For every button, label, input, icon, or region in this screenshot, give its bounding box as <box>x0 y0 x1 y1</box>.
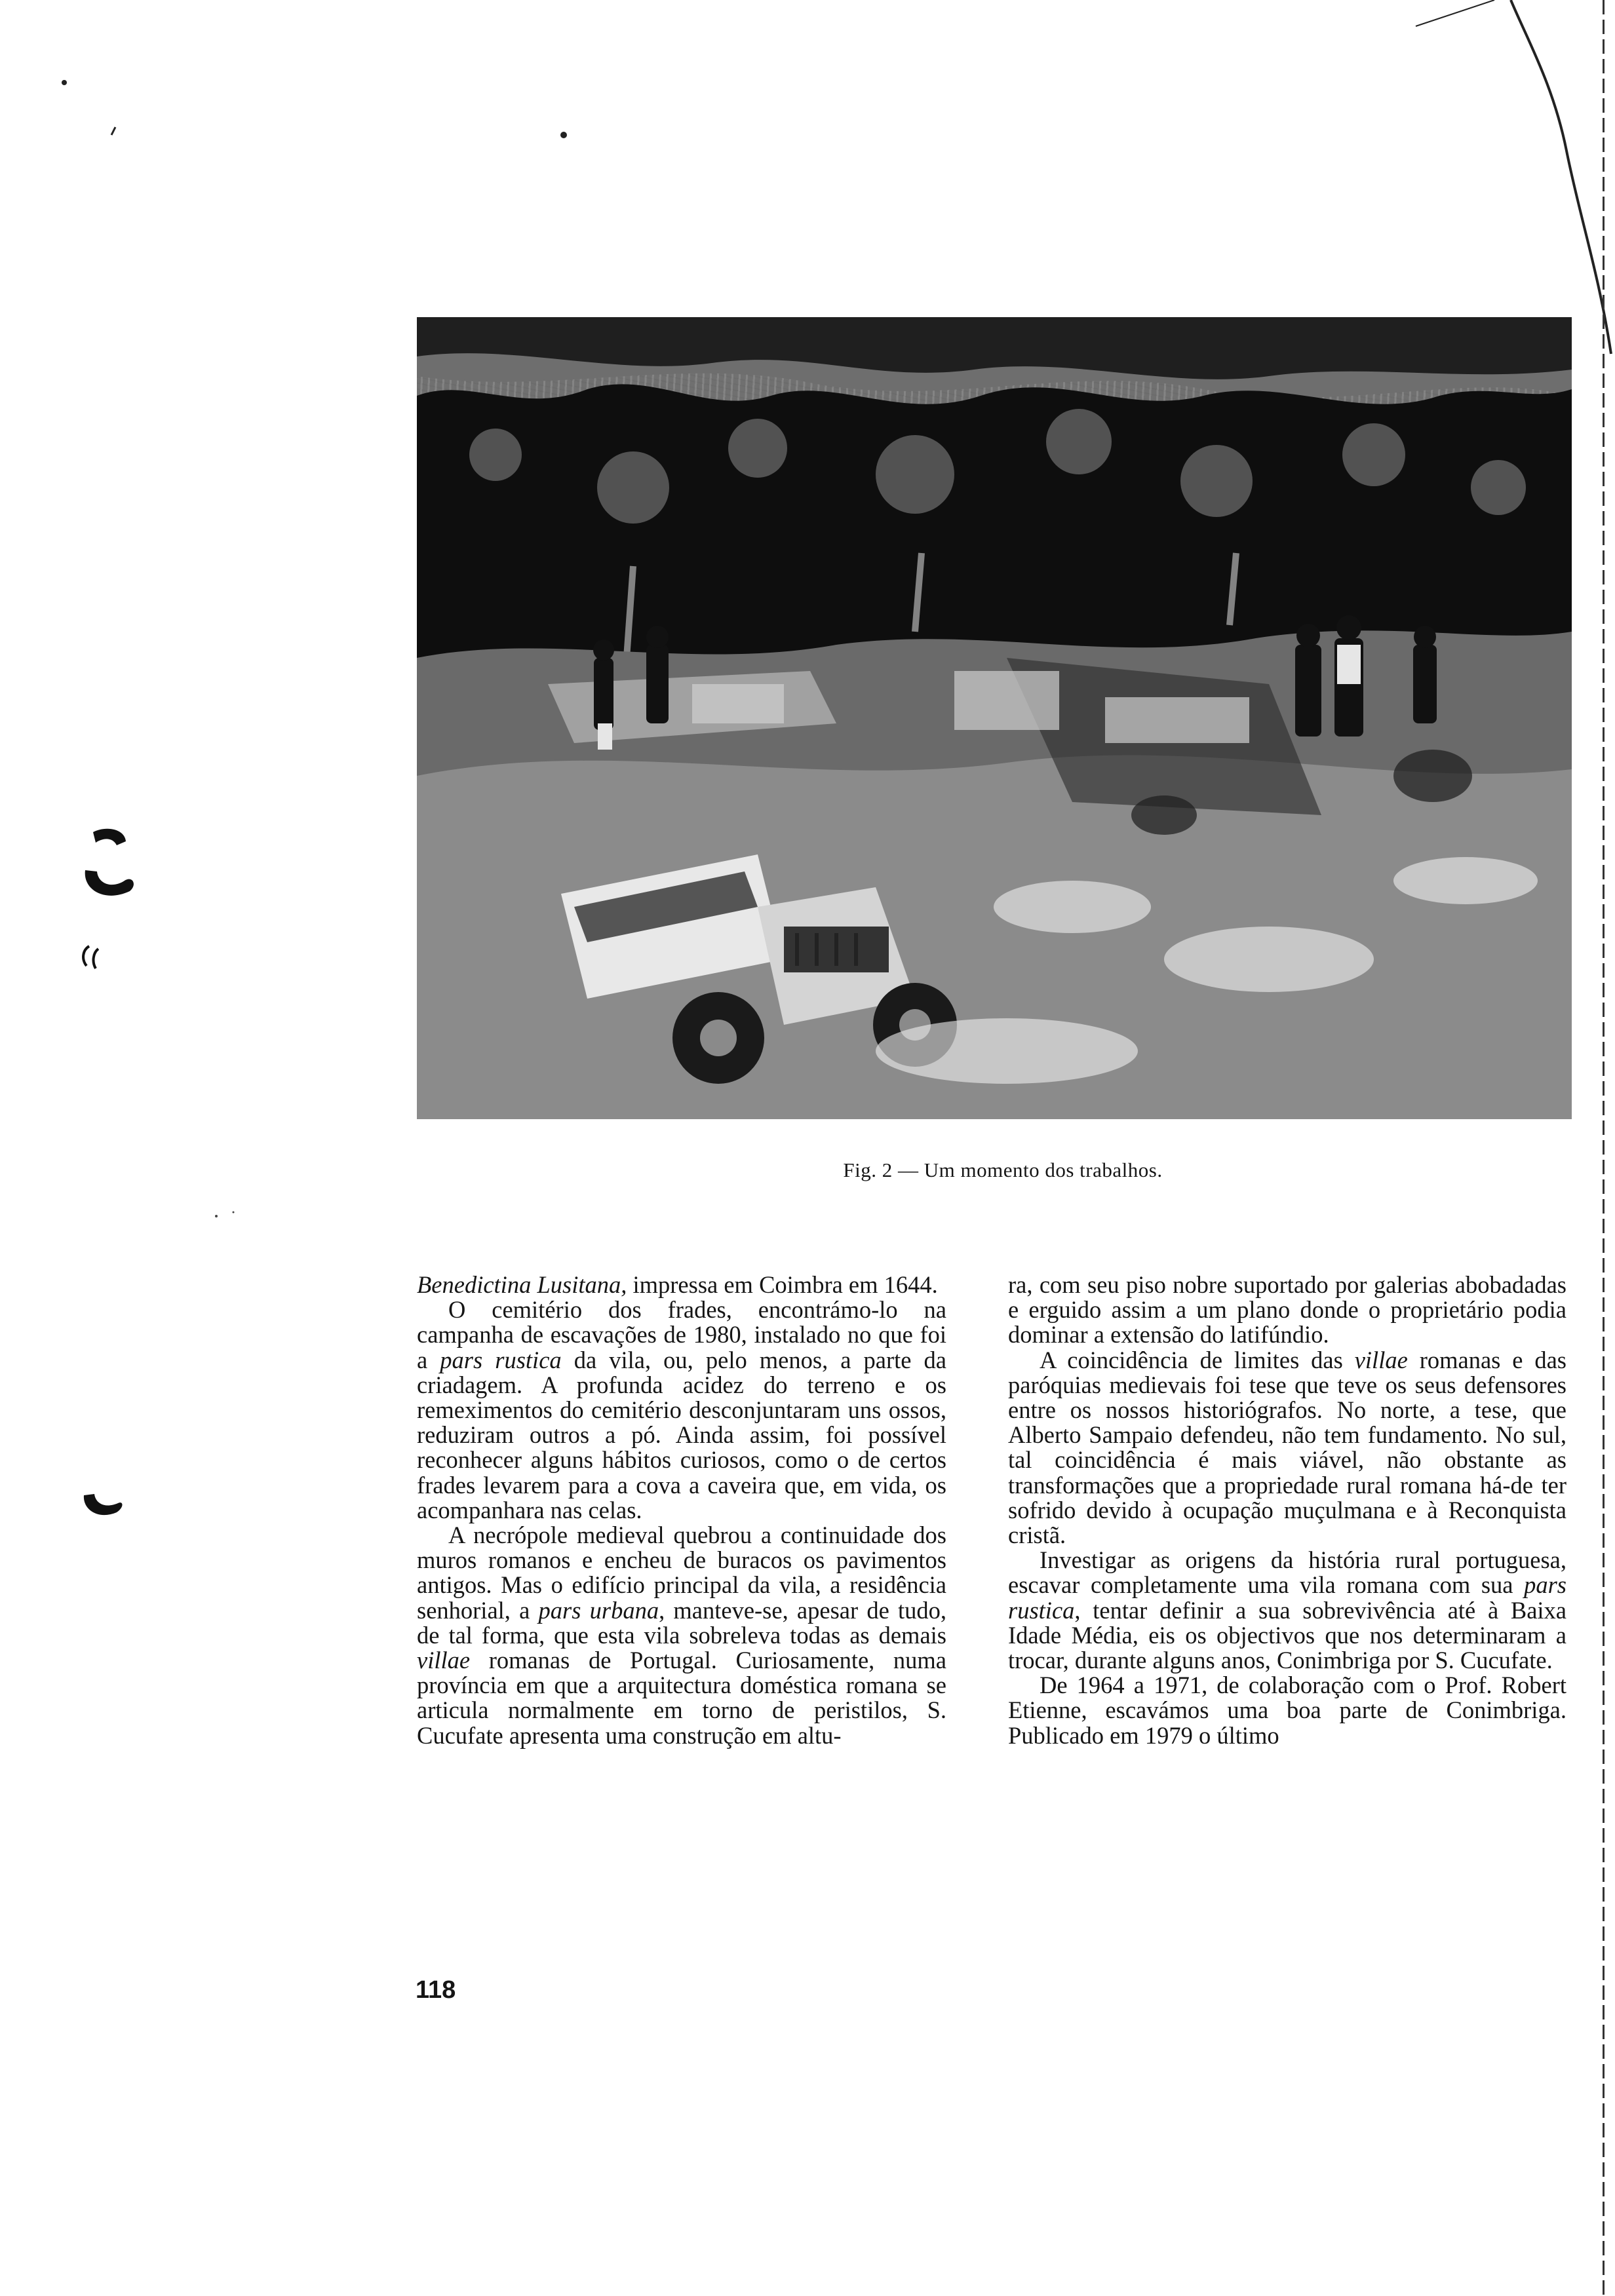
left-text-column <box>417 1272 946 1748</box>
right-text-column <box>1008 1272 1566 1748</box>
paragraph: Investigar as origens da história rural portuguesa, escavar completamente uma vila romana com sua pars rustica, tentar definir a sua sobrevivência até à Baixa Idade Média, eis os objectivos que nos determinaram a trocar, durante alguns anos, Conimbriga por S. Cucufate. <box>1008 1546 1566 1674</box>
paragraph: Benedictina Lusitana, impressa em Coimbra em 1644. <box>417 1271 938 1298</box>
paragraph: A necrópole medieval quebrou a continuidade dos muros romanos e encheu de buracos os pavimentos antigos. Mas o edifício principal da vila, a residência senhorial, a pars urbana, manteve-se, apesar de tudo, de tal forma, que esta vila sobreleva todas as demais villae romanas de Portugal. Curiosamente, numa província em que a arquitectura doméstica romana se articula normalmente em torno de peristilos, S. Cucufate apresenta uma construção em altu- <box>417 1521 946 1749</box>
figure-caption: Fig. 2 — Um momento dos trabalhos. <box>843 1158 1163 1181</box>
page-number: 118 <box>416 1976 456 2004</box>
paragraph: ra, com seu piso nobre suportado por galerias abobadadas e erguido assim a um plano donde o proprietário podia dominar a extensão do latifúndio. <box>1008 1271 1566 1349</box>
scan-margin-line <box>1603 0 1605 2296</box>
paragraph: O cemitério dos frades, encontrámo-lo na campanha de escavações de 1980, instalado no que foi a pars rustica da vila, ou, pelo menos, a parte da criadagem. A profunda acidez do terreno e os remeximentos do cemitério desconjuntaram uns ossos, reduziram outros a pó. Ainda assim, foi possível reconhecer alguns hábitos curiosos, como o de certos frades levarem para a cova a caveira que, em vida, os acompanhara nas celas. <box>417 1296 946 1523</box>
scan-corner-lines <box>1403 0 1615 367</box>
paragraph: De 1964 a 1971, de colaboração com o Prof. Robert Etienne, escavámos uma boa parte de Conimbriga. Publicado em 1979 o último <box>1008 1672 1566 1749</box>
book-title: Benedictina Lusitana, <box>417 1271 627 1298</box>
paragraph: A coincidência de limites das villae romanas e das paróquias medievais foi tese que teve os seus defensores entre os nossos historiógrafos. No norte, a tese, que Alberto Sampaio defendeu, não tem fundamento. No sul, tal coincidência é mais viável, não obstante as transformações que a propriedade rural romana há-de ter sofrido devido à ocupação muçulmana e à Reconquista cristã. <box>1008 1346 1566 1549</box>
excavation-photo <box>417 317 1572 1119</box>
binding-marks <box>39 819 170 1540</box>
